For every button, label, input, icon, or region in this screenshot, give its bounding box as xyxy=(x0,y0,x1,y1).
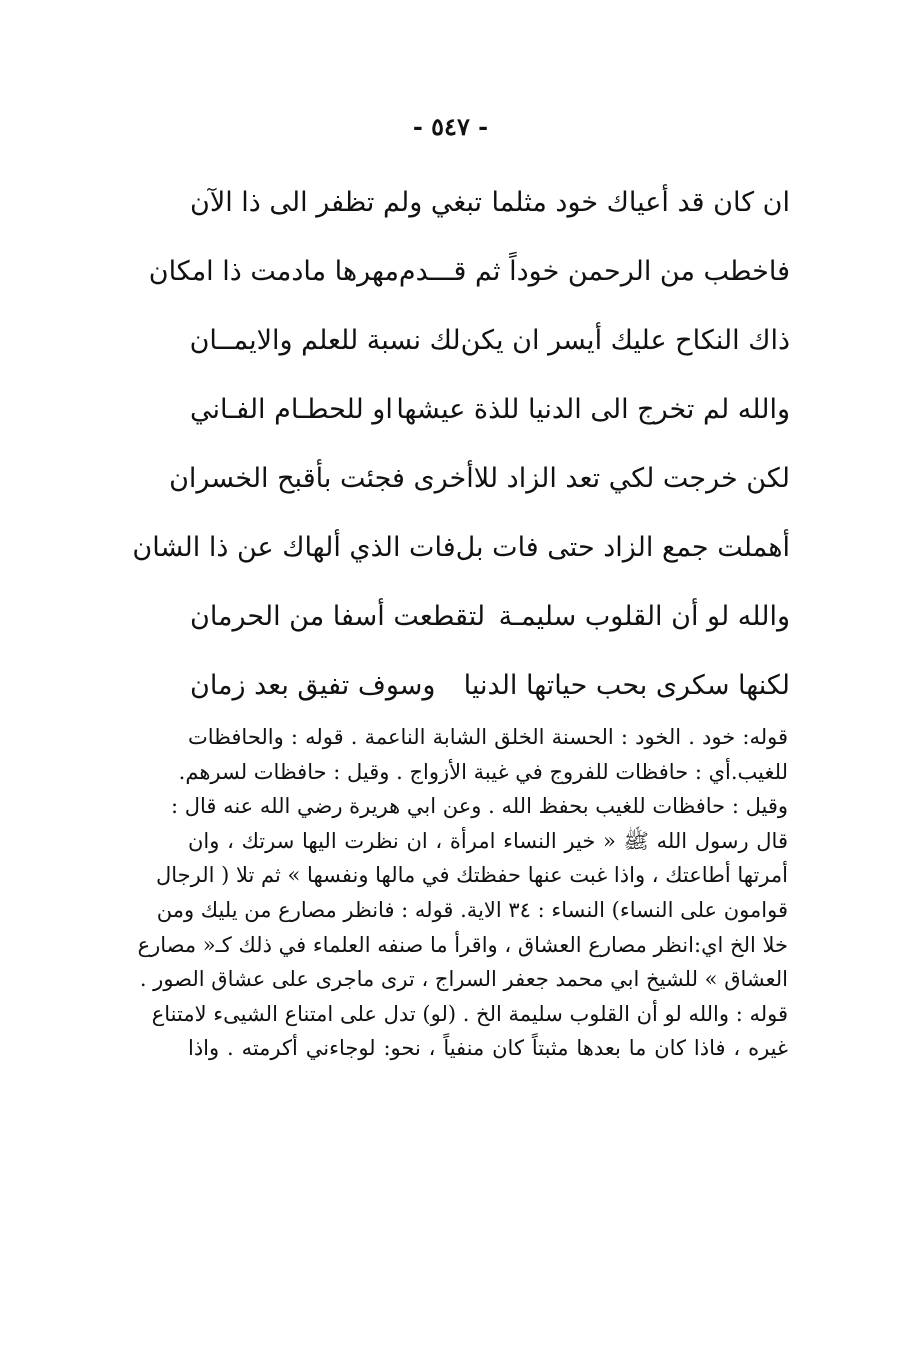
verse-line xyxy=(132,513,790,582)
verse-first-hemistich: والله لو أن القلوب سليمـة xyxy=(498,601,790,632)
commentary-text xyxy=(137,720,788,1066)
verse-first-hemistich: لكن خرجت لكي تعد الزاد للا xyxy=(473,463,790,494)
verse-first-hemistich: ان كان قد أعياك خود مثلما xyxy=(491,187,790,218)
poem-verses xyxy=(132,168,790,720)
verse-line xyxy=(148,237,790,306)
commentary-line: العشاق » للشيخ ابي محمد جعفر السراج ، ترى ماجرى على عشاق الصور . xyxy=(139,967,788,992)
verse-line xyxy=(190,651,790,720)
verse-second-hemistich: أخرى فجئت بأقبح الخسران xyxy=(169,463,474,494)
verse-second-hemistich: فات الذي ألهاك عن ذا الشان xyxy=(132,532,456,563)
verse-first-hemistich: أهملت جمع الزاد حتى فات بل xyxy=(455,532,790,563)
verse-first-hemistich: ذاك النكاح عليك أيسر ان يكن xyxy=(460,325,790,356)
commentary-line: أمرتها أطاعتك ، واذا غبت عنها حفظتك في مالها ونفسها » ثم تلا ( الرجال xyxy=(155,863,788,888)
commentary-line: غيره ، فاذا كان ما بعدها مثبتاً كان منفياً ، نحو: لوجاءني أكرمته . واذا xyxy=(188,1036,788,1061)
verse-second-hemistich: وسوف تفيق بعد زمان xyxy=(190,670,436,701)
commentary-line: خلا الخ اي:انظر مصارع العشاق ، واقرأ ما صنفه العلماء في ذلك كـ« مصارع xyxy=(137,932,788,957)
commentary-line: قوله : والله لو أن القلوب سليمة الخ . (لو) تدل على امتناع الشيىء لامتناع xyxy=(151,1001,788,1026)
commentary-line: للغيب.أي : حافظات للفروج في غيبة الأزواج . وقيل : حافظات لسرهم. xyxy=(178,759,788,784)
verse-second-hemistich: او للحطـام الفـاني xyxy=(190,394,393,425)
verse-second-hemistich: تبغي ولم تظفر الى ذا الآن xyxy=(190,187,483,218)
verse-second-hemistich: مهرها مادمت ذا امكان xyxy=(148,256,399,287)
verse-line xyxy=(190,375,790,444)
verse-first-hemistich: لكنها سكرى بحب حياتها الدنيا xyxy=(463,670,790,701)
verse-line xyxy=(169,444,790,513)
verse-line xyxy=(190,582,790,651)
verse-line xyxy=(190,168,790,237)
commentary-line: قوله: خود . الخود : الحسنة الخلق الشابة الناعمة . قوله : والحافظات xyxy=(188,725,788,749)
commentary-line: وقيل : حافظات للغيب بحفظ الله . وعن ابي هريرة رضي الله عنه قال : xyxy=(170,794,788,819)
verse-first-hemistich: والله لم تخرج الى الدنيا للذة عيشها xyxy=(396,394,790,425)
verse-second-hemistich: لك نسبة للعلم والايمــان xyxy=(189,325,461,356)
verse-first-hemistich: فاخطب من الرحمن خوداً ثم قـــدم xyxy=(398,256,790,287)
commentary-line: قال رسول الله ﷺ « خير النساء امرأة ، ان نظرت اليها سرتك ، وان xyxy=(188,828,788,853)
commentary-line: قوامون على النساء) النساء : ٣٤ الاية. قوله : فانظر مصارع من يليك ومن xyxy=(156,897,788,922)
verse-second-hemistich: لتقطعت أسفا من الحرمان xyxy=(190,601,486,632)
verse-line xyxy=(190,306,790,375)
page-number: - ٥٤٧ - xyxy=(412,112,489,141)
